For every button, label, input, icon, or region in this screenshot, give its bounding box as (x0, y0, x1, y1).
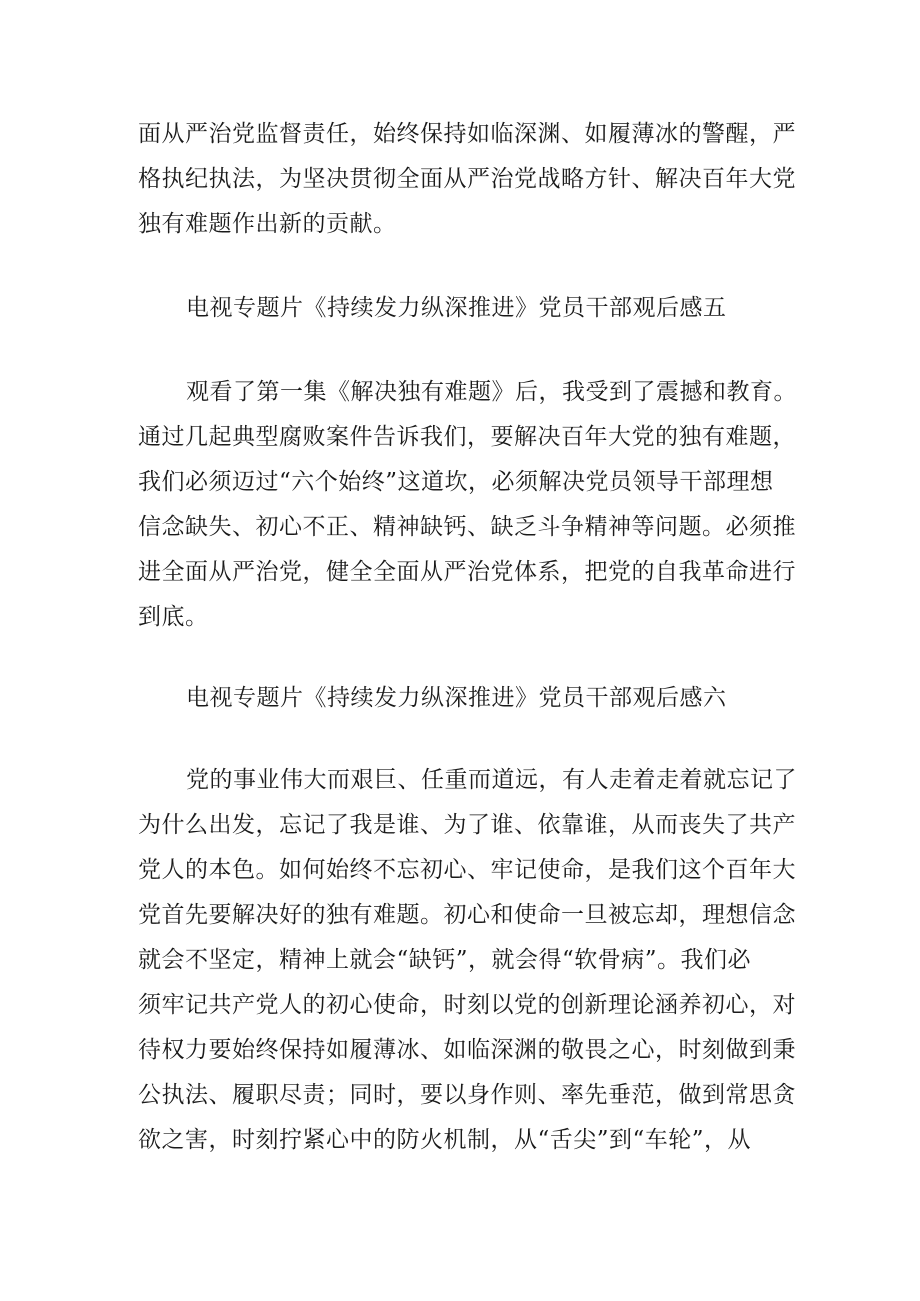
text-line: 党首先要解决好的独有难题。初心和使命一旦被忘却，理想信念 (138, 902, 796, 928)
text-line: 待权力要始终保持如履薄冰、如临深渊的敬畏之心，时刻做到秉 (138, 1037, 796, 1063)
heading-text: 电视专题片《持续发力纵深推进》党员干部观后感六 (186, 685, 727, 711)
text-line: 到底。 (138, 604, 209, 630)
paragraph-continuation (138, 112, 798, 247)
text-line: 公执法、履职尽责；同时，要以身作则、率先垂范，做到常思贪 (138, 1082, 796, 1108)
text-line: 观看了第一集《解决独有难题》后，我受到了震撼和教育。 (186, 379, 797, 405)
section-heading-6 (138, 676, 798, 721)
section-heading-5 (138, 286, 798, 331)
text-line: 格执纪执法，为坚决贯彻全面从严治党战略方针、解决百年大党 (138, 166, 796, 192)
text-line: 党的事业伟大而艰巨、任重而道远，有人走着走着就忘记了 (186, 767, 797, 793)
heading-text: 电视专题片《持续发力纵深推进》党员干部观后感五 (186, 295, 727, 321)
paragraph-reflection-6 (138, 758, 798, 1163)
text-line: 进全面从严治党，健全全面从严治党体系，把党的自我革命进行 (138, 559, 796, 585)
text-line: 党人的本色。如何始终不忘初心、牢记使命，是我们这个百年大 (138, 857, 796, 883)
text-line: 独有难题作出新的贡献。 (138, 211, 397, 237)
text-line: 信念缺失、初心不正、精神缺钙、缺乏斗争精神等问题。必须推 (138, 514, 796, 540)
text-line: 为什么出发，忘记了我是谁、为了谁、依靠谁，从而丧失了共产 (138, 812, 796, 838)
paragraph-reflection-5 (138, 370, 798, 640)
text-line: 我们必须迈过“六个始终”这道坎，必须解决党员领导干部理想 (138, 469, 774, 495)
text-line: 通过几起典型腐败案件告诉我们，要解决百年大党的独有难题， (138, 424, 796, 450)
text-line: 须牢记共产党人的初心使命，时刻以党的创新理论涵养初心，对 (138, 992, 796, 1018)
text-line: 就会不坚定，精神上就会“缺钙”，就会得“软骨病”。我们必 (138, 947, 752, 973)
text-line: 面从严治党监督责任，始终保持如临深渊、如履薄冰的警醒，严 (138, 121, 796, 147)
text-line: 欲之害，时刻拧紧心中的防火机制，从“舌尖”到“车轮”，从 (138, 1127, 752, 1153)
